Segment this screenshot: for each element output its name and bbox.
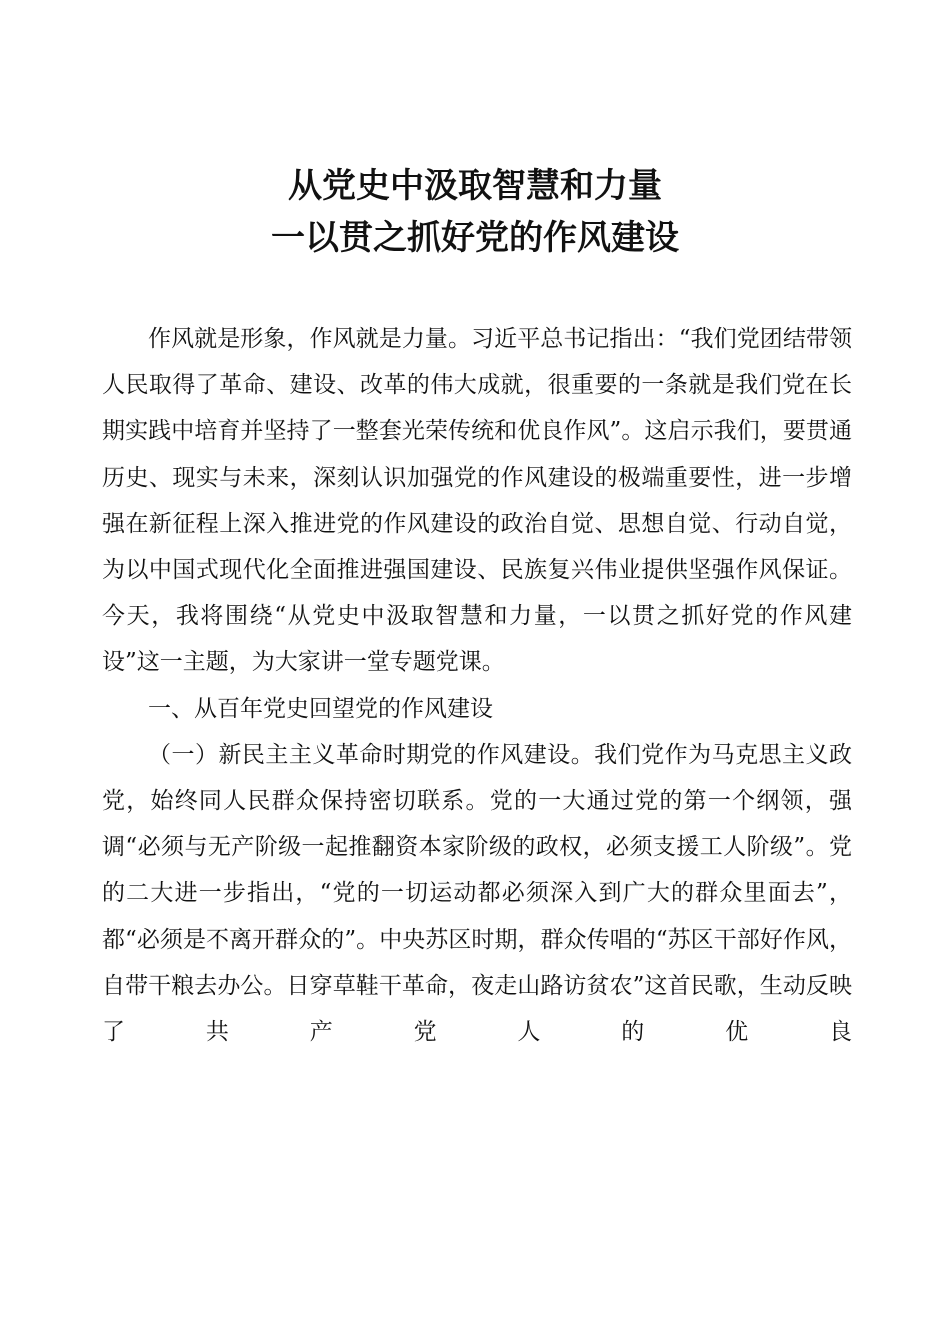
document-title-line-1: 从党史中汲取智慧和力量 [288, 166, 662, 206]
section-heading-1: 一、从百年党史回望党的作风建设 [148, 695, 493, 722]
document-body [102, 316, 852, 1055]
document-title-line-2: 一以贯之抓好党的作风建设 [271, 218, 679, 258]
subsection-paragraph-1: （一）新民主主义革命时期党的作风建设。我们党作为马克思主义政党，始终同人民群众保持密切联系。党的一大通过党的第一个纲领，强调“必须与无产阶级一起推翻资本家阶级的政权，必须支援工人阶级”。党的二大进一步指出，“党的一切运动都必须深入到广大的群众里面去”，都“必须是不离开群众的”。中央苏区时期，群众传唱的“苏区干部好作风，自带干粮去办公。日穿草鞋干革命，夜走山路访贫农”这首民歌，生动反映了共产党人的优良 [102, 741, 852, 1046]
intro-paragraph: 作风就是形象，作风就是力量。习近平总书记指出：“我们党团结带领人民取得了革命、建设、改革的伟大成就，很重要的一条就是我们党在长期实践中培育并坚持了一整套光荣传统和优良作风”。这启示我们，要贯通历史、现实与未来，深刻认识加强党的作风建设的极端重要性，进一步增强在新征程上深入推进党的作风建设的政治自觉、思想自觉、行动自觉，为以中国式现代化全面推进强国建设、民族复兴伟业提供坚强作风保证。今天，我将围绕“从党史中汲取智慧和力量，一以贯之抓好党的作风建设”这一主题，为大家讲一堂专题党课。 [102, 326, 852, 676]
